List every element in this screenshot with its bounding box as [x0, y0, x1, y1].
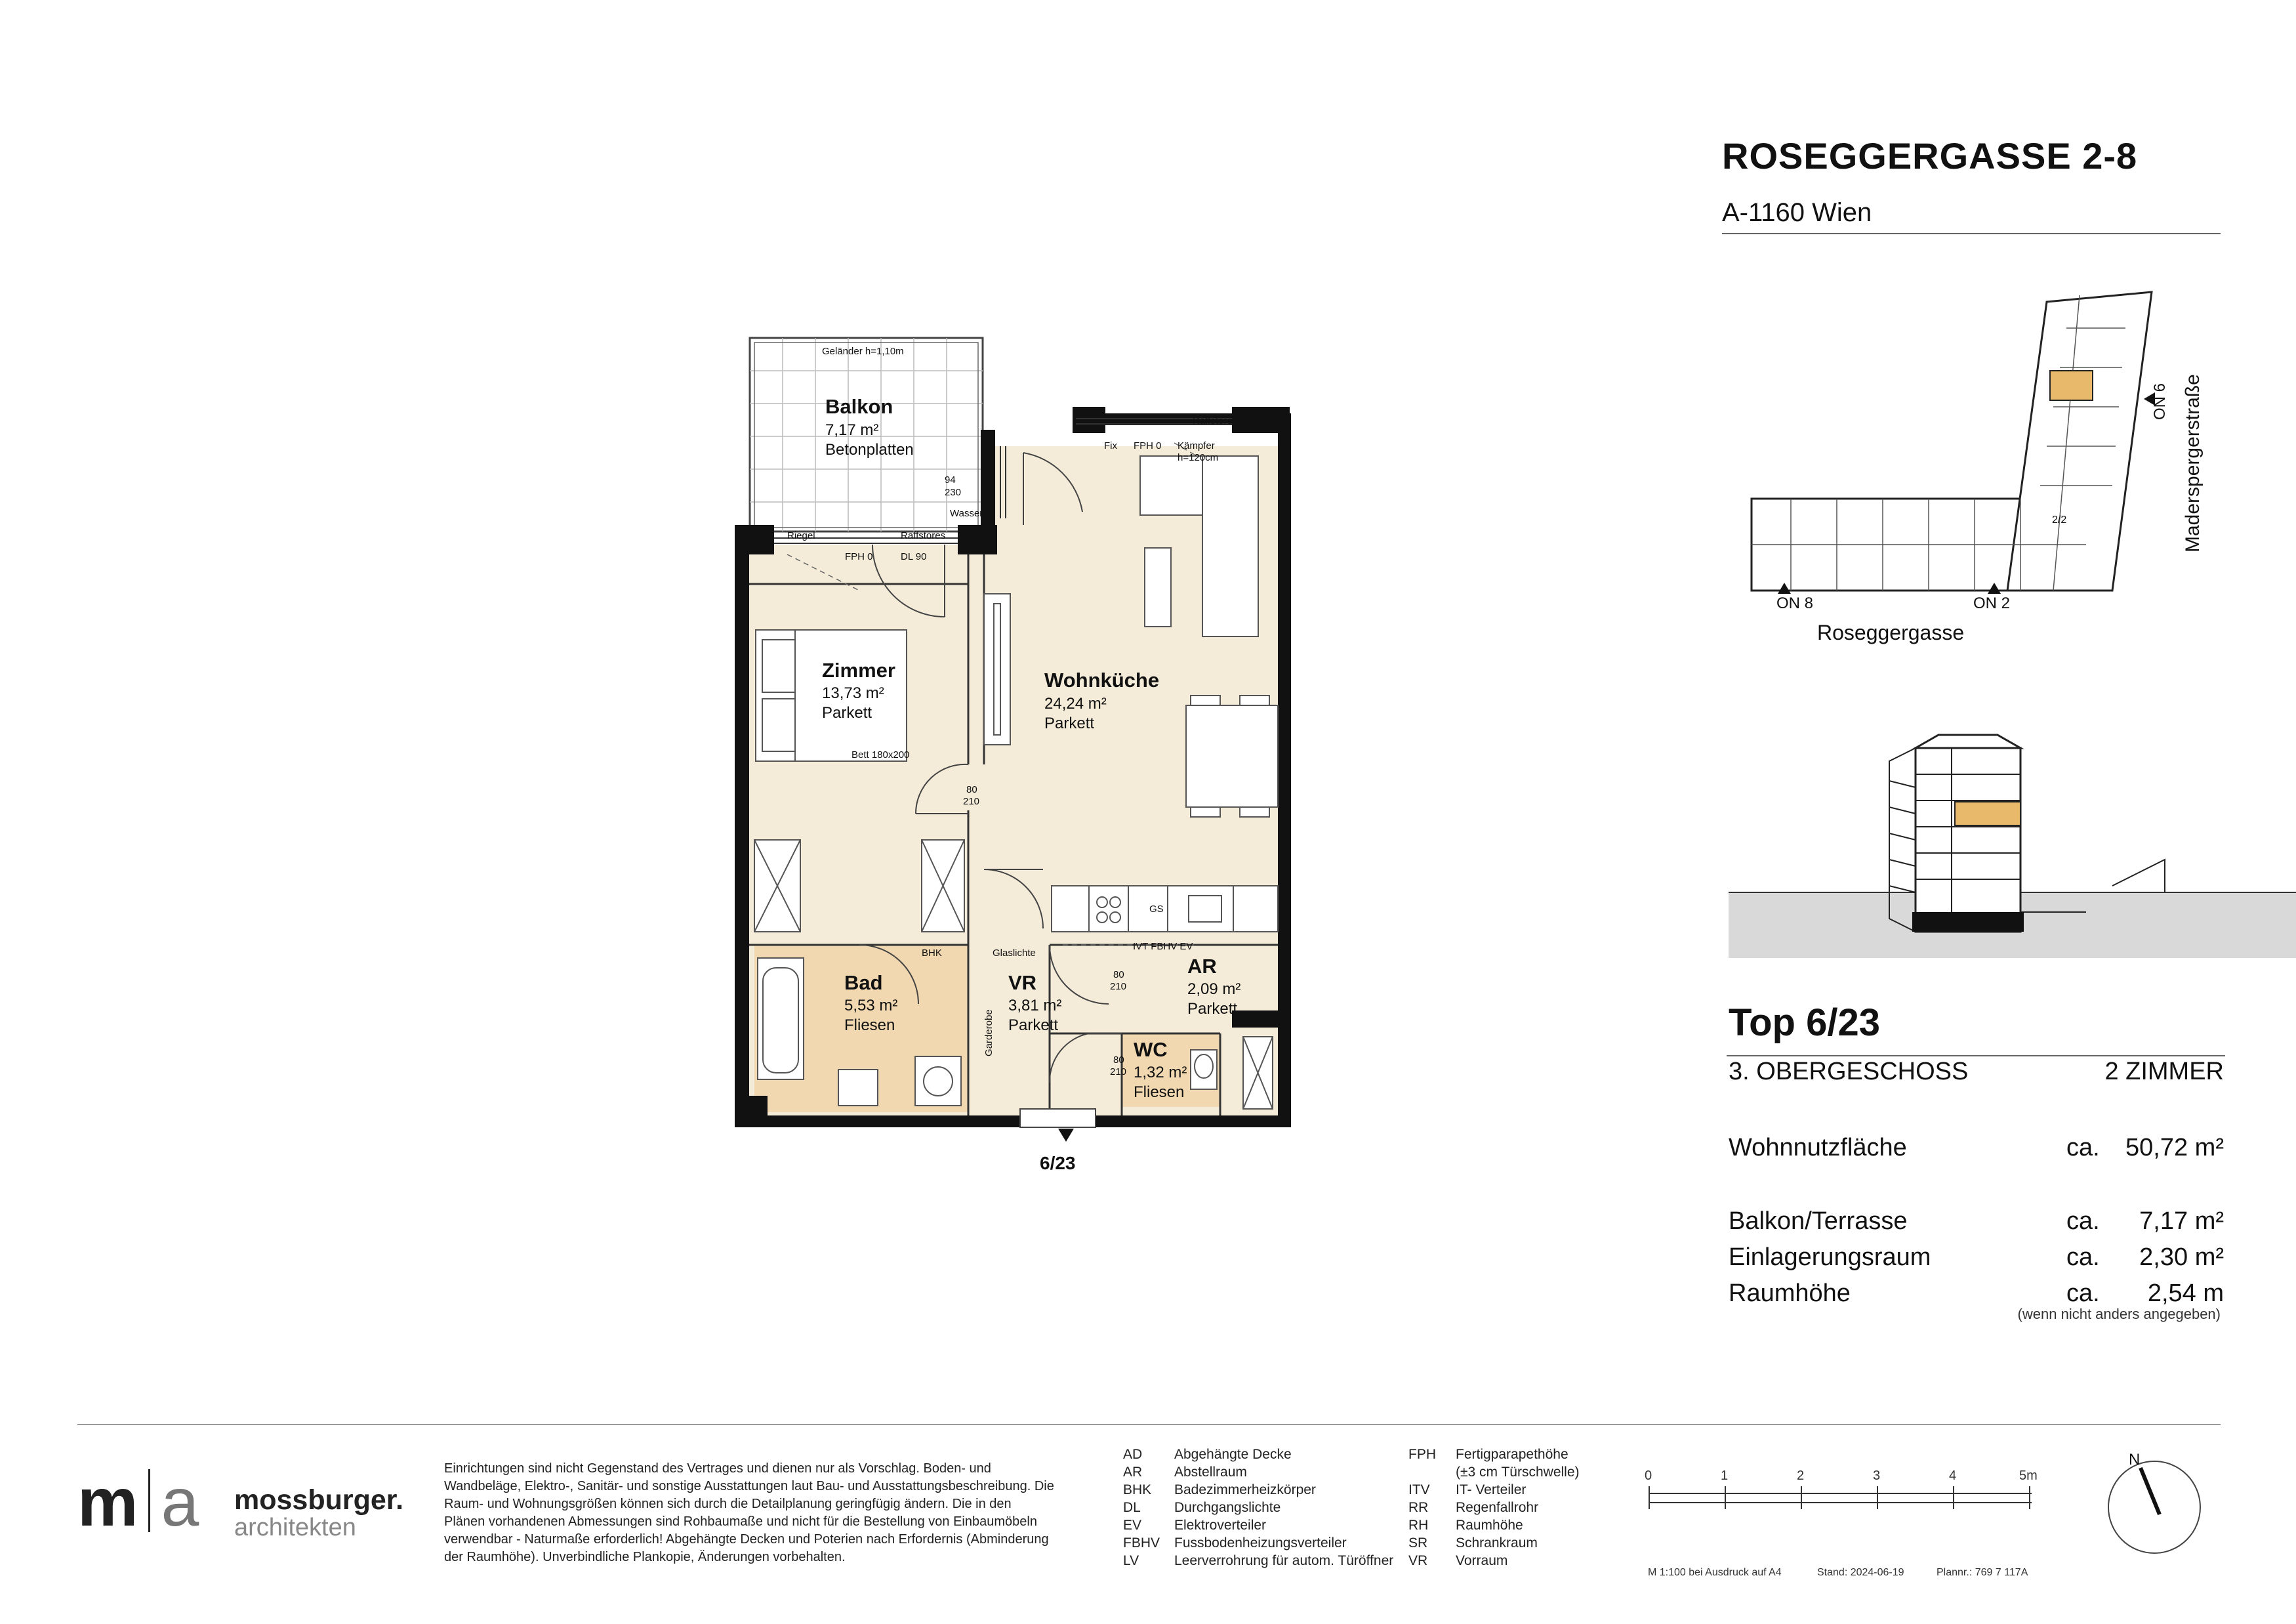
- wc-name: WC: [1134, 1038, 1168, 1061]
- dim-80-b: 80: [1113, 969, 1124, 980]
- dim-210-b: 210: [1110, 981, 1127, 992]
- unit-floor: 3. OBERGESCHOSS: [1729, 1058, 1969, 1085]
- section-diagram: [1729, 735, 2296, 958]
- label-fix: Fix: [1104, 440, 1117, 451]
- site-on2: ON 2: [1973, 594, 2011, 612]
- scale-tick-5: 5m: [2019, 1468, 2038, 1483]
- label-kaempfer-h: h=120cm: [1178, 452, 1219, 463]
- wohnkueche-name: Wohnküche: [1044, 669, 1160, 692]
- legend-item: EV Elektroverteiler: [1123, 1518, 1267, 1533]
- scale-tick-2: 2: [1797, 1468, 1805, 1483]
- legend-item: FPH Fertigparapethöhe: [1408, 1447, 1568, 1462]
- scale-tick-0: 0: [1645, 1468, 1652, 1483]
- dim-210-c: 210: [1110, 1066, 1127, 1077]
- project-title: ROSEGGERGASSE 2-8: [1722, 135, 2138, 177]
- scale-bar: [1649, 1486, 2032, 1509]
- area-value-3: 2,54 m: [2147, 1280, 2224, 1307]
- header-rule: [1722, 233, 2221, 234]
- legend-item: ITV IT- Verteiler: [1408, 1482, 1527, 1497]
- dim-80-a: 80: [966, 784, 977, 795]
- label-itv: IVT FBHV EV: [1133, 941, 1193, 952]
- legend-item: BHK Badezimmerheizkörper: [1123, 1482, 1316, 1497]
- label-gelaender: Geländer h=1,10m: [822, 346, 904, 357]
- brand-divider: [148, 1469, 150, 1532]
- unit-rooms: 2 ZIMMER: [2104, 1058, 2224, 1085]
- wc-floor: Fliesen: [1134, 1083, 1185, 1101]
- dim-80-c: 80: [1113, 1054, 1124, 1066]
- legend-item: SR Schrankraum: [1408, 1535, 1538, 1551]
- area-ca-0: ca.: [2066, 1134, 2100, 1161]
- area-ca-2: ca.: [2066, 1243, 2100, 1271]
- scale-note: M 1:100 bei Ausdruck auf A4: [1648, 1567, 1782, 1578]
- area-value-2: 2,30 m²: [2139, 1243, 2224, 1271]
- label-230: 230: [945, 487, 962, 498]
- site-on8: ON 8: [1776, 594, 1814, 612]
- unit-title: Top 6/23: [1729, 1001, 1880, 1044]
- label-bhk: BHK: [922, 947, 942, 959]
- label-garderobe: Garderobe: [983, 1009, 994, 1056]
- area-ca-1: ca.: [2066, 1207, 2100, 1235]
- legend-item: LV Leerverrohrung für autom. Türöffner: [1123, 1553, 1394, 1568]
- site-on6: ON 6: [2151, 383, 2169, 420]
- brand-mark-a: a: [161, 1465, 199, 1541]
- area-value-0: 50,72 m²: [2125, 1134, 2224, 1161]
- label-bett: Bett 180x200: [851, 749, 910, 760]
- unit-rule: [1727, 1055, 2225, 1056]
- legend-right: [1408, 1446, 1625, 1570]
- entry-marker: [1058, 1129, 1074, 1142]
- legend-item: DL Durchgangslichte: [1123, 1500, 1281, 1515]
- area-ca-3: ca.: [2066, 1280, 2100, 1307]
- section-highlight: [1955, 802, 2020, 825]
- dim-210-a: 210: [963, 796, 980, 807]
- ar-floor: Parkett: [1187, 1000, 1238, 1018]
- brand-mark-m: m: [77, 1465, 138, 1541]
- area-value-1: 7,17 m²: [2139, 1207, 2224, 1235]
- unit-entry-label: 6/23: [1040, 1153, 1076, 1173]
- scale-tick-3: 3: [1873, 1468, 1881, 1483]
- site-street-right: Maderspergerstraße: [2182, 374, 2204, 552]
- label-fph-2: FPH 0: [1134, 440, 1162, 451]
- bad-area: 5,53 m²: [844, 997, 898, 1014]
- bad-floor: Fliesen: [844, 1016, 895, 1034]
- ar-name: AR: [1187, 955, 1217, 978]
- label-kaempfer: Kämpfer: [1178, 440, 1215, 451]
- site-stair: 2/2: [2052, 514, 2067, 526]
- site-plan: [1752, 292, 2155, 594]
- zimmer-area: 13,73 m²: [822, 684, 884, 702]
- area-label-0: Wohnnutzfläche: [1729, 1134, 1907, 1161]
- label-gs: GS: [1149, 904, 1164, 915]
- area-label-1: Balkon/Terrasse: [1729, 1207, 1908, 1235]
- disclaimer-text: Einrichtungen sind nicht Gegenstand des Vertrages und dienen nur als Vorschlag. Boden- und Wandbeläge, Elektro-, Sanitär- und sonstige Ausstattungen laut Bau- und Ausstattungsbeschreibung. Die Raum- und Wohnungsgrößen können sich durch die Detailplanung geringfügig ändern. Die in den Plänen vorhandenen Abmessungen sind Rohbaumaße und nicht für die Bestellung von Einbaumöbeln verwendbar - Naturmaße erforderlich! Abgehängte Decken und Poterien nach Erfordernis (Abminderung der Raumhöhe). Unverbindliche Plankopie, Änderungen vorbehalten.: [444, 1461, 1054, 1564]
- legend-item: RH Raumhöhe: [1408, 1518, 1523, 1533]
- north-arrow: [2108, 1461, 2200, 1553]
- zimmer-name: Zimmer: [822, 659, 895, 682]
- label-94: 94: [945, 474, 956, 486]
- wohnkueche-area: 24,24 m²: [1044, 695, 1107, 713]
- scale-tick-1: 1: [1721, 1468, 1729, 1483]
- brand-sub: architekten: [234, 1514, 356, 1541]
- site-highlight: [2050, 371, 2093, 400]
- area-label-2: Einlagerungsraum: [1729, 1243, 1931, 1271]
- brand-name: mossburger.: [234, 1484, 404, 1516]
- plan-date: Stand: 2024-06-19: [1817, 1567, 1904, 1578]
- legend-item: FBHV Fussbodenheizungsverteiler: [1123, 1535, 1347, 1551]
- legend-item: AR Abstellraum: [1123, 1465, 1247, 1480]
- bad-name: Bad: [844, 971, 883, 994]
- label-fph-1: FPH 0: [845, 551, 873, 562]
- legend-item: VR Vorraum: [1408, 1553, 1508, 1568]
- label-raffstores-1: Raffstores: [901, 530, 946, 541]
- project-address: A-1160 Wien: [1722, 198, 1872, 227]
- footer-rule: [77, 1424, 2221, 1425]
- balkon-area: 7,17 m²: [825, 421, 879, 439]
- label-raffstores-2: Raffstores: [1193, 415, 1238, 427]
- label-glaslichte: Glaslichte: [993, 947, 1036, 959]
- label-riegel: Riegel: [787, 530, 815, 541]
- zimmer-floor: Parkett: [822, 704, 872, 722]
- wc-area: 1,32 m²: [1134, 1064, 1187, 1081]
- balkon-floor: Betonplatten: [825, 441, 914, 459]
- wohnkueche-floor: Parkett: [1044, 715, 1095, 732]
- legend-item: RR Regenfallrohr: [1408, 1500, 1539, 1515]
- legend-item: AD Abgehängte Decke: [1123, 1447, 1292, 1462]
- ar-area: 2,09 m²: [1187, 980, 1241, 998]
- legend-left: [1123, 1446, 1399, 1570]
- scale-tick-4: 4: [1949, 1468, 1957, 1483]
- plan-number: Plannr.: 769 7 117A: [1937, 1567, 2028, 1578]
- balkon-name: Balkon: [825, 395, 893, 418]
- north-label: N: [2129, 1451, 2141, 1468]
- vr-floor: Parkett: [1008, 1016, 1059, 1034]
- area-label-3: Raumhöhe: [1729, 1280, 1851, 1307]
- vr-area: 3,81 m²: [1008, 997, 1062, 1014]
- legend-item: (±3 cm Türschwelle): [1456, 1465, 1580, 1480]
- height-note: (wenn nicht anders angegeben): [2017, 1306, 2221, 1322]
- vr-name: VR: [1008, 971, 1037, 994]
- site-street-bottom: Roseggergasse: [1817, 621, 1965, 644]
- label-dl90: DL 90: [901, 551, 927, 562]
- label-wasser: Wasser: [950, 508, 983, 519]
- brand-mark: [77, 1465, 199, 1541]
